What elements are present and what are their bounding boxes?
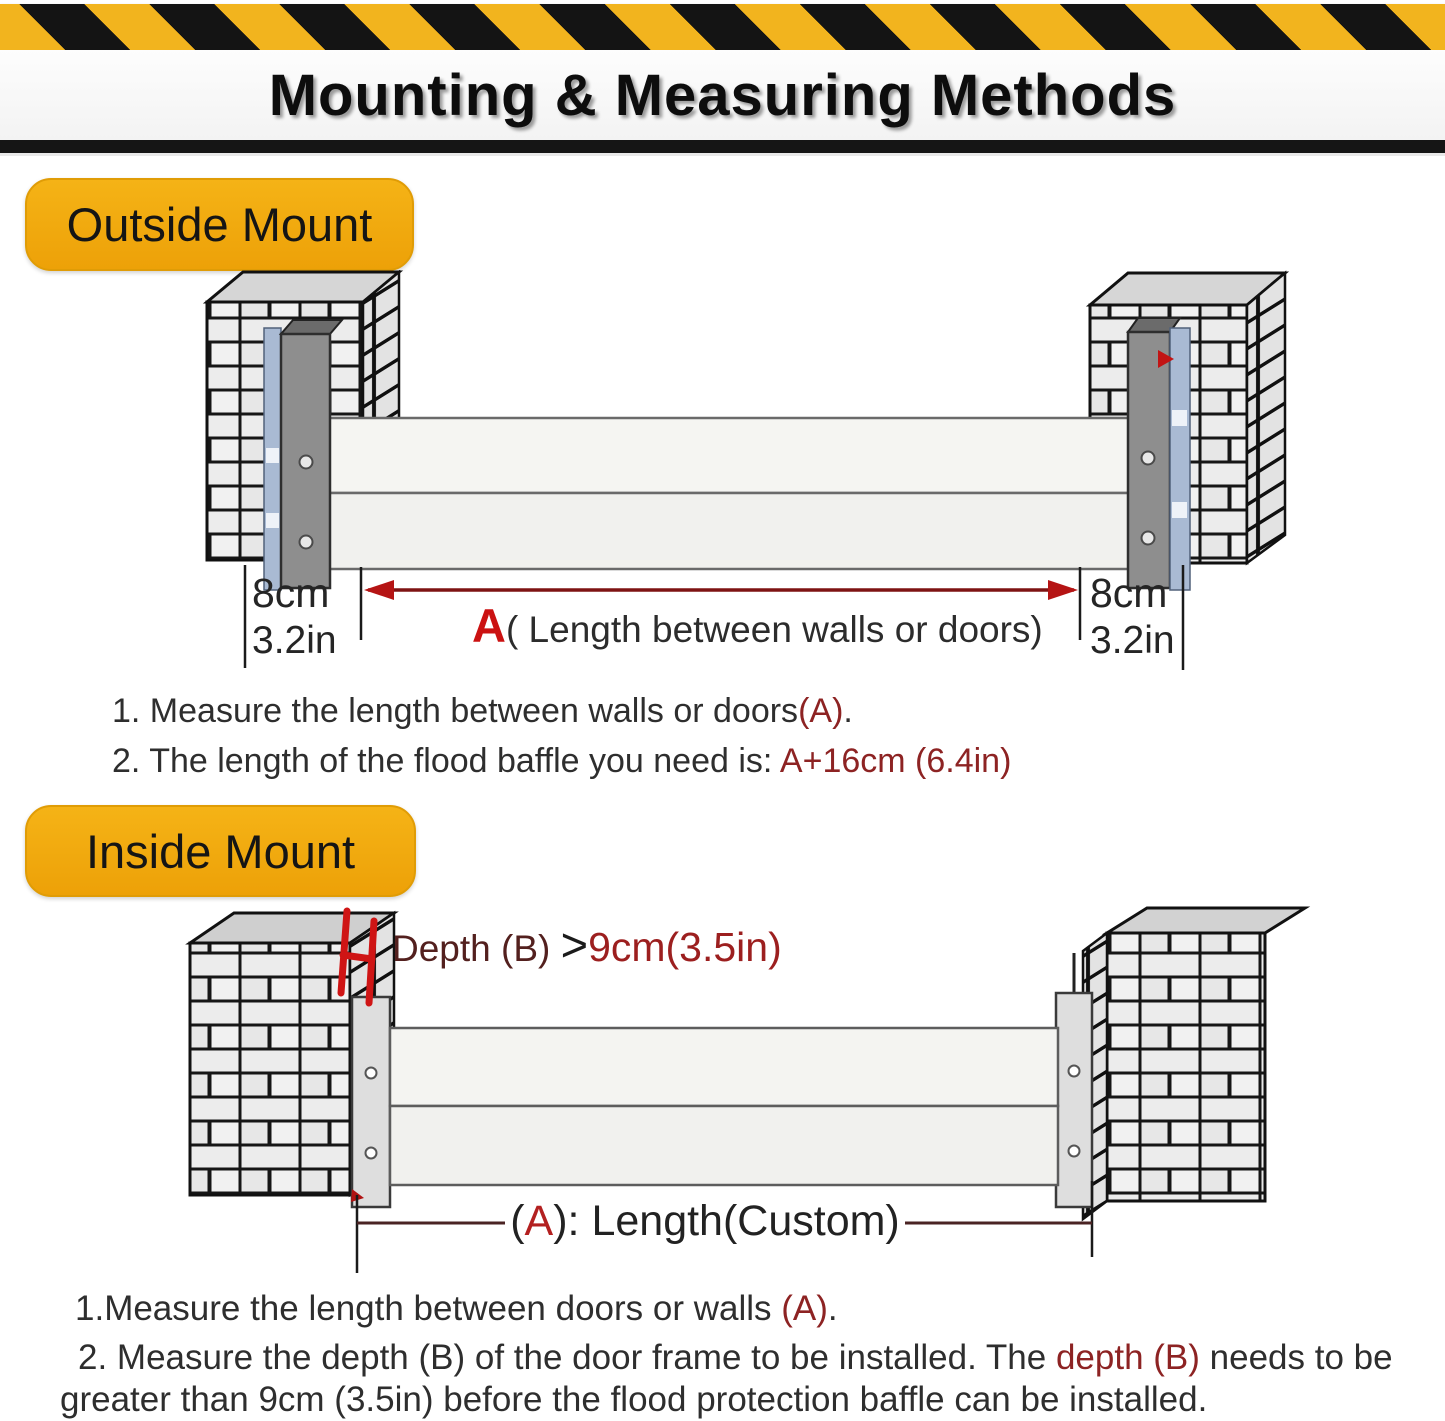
outside-step2-text: 2. The length of the flood baffle you need is: (112, 742, 780, 780)
length-label (505, 1197, 905, 1246)
mounting-bracket-right (1128, 318, 1190, 590)
title-band (0, 50, 1445, 140)
mounting-bracket-left (264, 320, 342, 590)
outside-step1-accent: (A) (798, 692, 844, 730)
dim-right-cm: 8cm (1090, 570, 1168, 616)
hazard-stripe-band (0, 4, 1445, 50)
outside-mount-badge (25, 178, 414, 271)
outside-step1-end: . (843, 692, 853, 730)
length-label-accent: A (524, 1197, 554, 1245)
span-length-label (472, 598, 1043, 653)
page-title: Mounting & Measuring Methods (268, 62, 1177, 128)
inside-step1-accent: (A) (781, 1289, 828, 1328)
outside-step-1 (112, 692, 853, 731)
depth-label-text: Depth (B) (392, 928, 561, 969)
dim-right-label (1090, 570, 1182, 664)
length-label-text: ): Length(Custom) (553, 1197, 900, 1245)
outside-step1-text: 1. Measure the length between walls or doors (112, 692, 799, 730)
inside-barrier-panels (390, 1028, 1058, 1185)
depth-label-value: 9cm(3.5in) (588, 924, 782, 970)
inside-pillar-right (1056, 908, 1305, 1219)
inside-mount-badge (25, 805, 416, 897)
header-divider-bar (0, 140, 1445, 156)
outside-mount-diagram (0, 270, 1445, 690)
inside-step2-text1: 2. Measure the depth (B) of the door frame to be installed. The (78, 1338, 1056, 1377)
flood-barrier-panels (318, 418, 1148, 569)
outside-mount-badge-label: Outside Mount (66, 198, 373, 251)
depth-label (392, 917, 782, 972)
dim-left-label (252, 570, 358, 664)
inside-step1-text: 1.Measure the length between doors or walls (75, 1289, 782, 1328)
greater-than-sign: > (560, 918, 589, 971)
length-label-open: ( (510, 1197, 525, 1245)
span-length-accent: A (472, 599, 506, 652)
dim-left-cm: 8cm (252, 570, 330, 616)
inside-mount-badge-label: Inside Mount (85, 824, 356, 878)
outside-step-2 (112, 742, 1011, 781)
inside-mount-diagram (0, 905, 1445, 1290)
inside-step-1 (75, 1288, 838, 1330)
dim-left-in: 3.2in (252, 619, 337, 662)
span-length-text: ( Length between walls or doors) (505, 609, 1043, 650)
inside-step2-accent: depth (B) (1055, 1338, 1200, 1377)
inside-step2-text2: needs to be greater than 9cm (3.5in) before the flood protection baffle can be installed. (60, 1338, 1393, 1419)
dim-right-in: 3.2in (1090, 619, 1175, 662)
inside-step-2 (60, 1337, 1400, 1421)
inside-step1-end: . (827, 1289, 838, 1328)
outside-step2-accent: A+16cm (6.4in) (779, 742, 1012, 780)
